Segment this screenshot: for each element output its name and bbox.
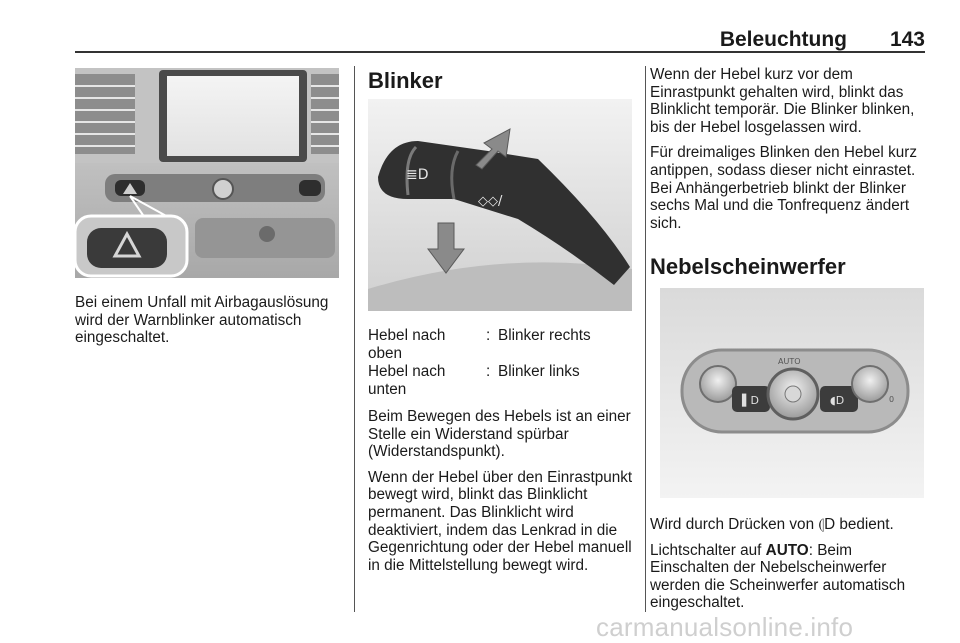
light-switch-photo [660, 288, 924, 498]
paragraph: Wenn der Hebel über den Einrastpunkt bewegt wird, blinkt das Blinklicht permanent. Das Blinklicht wird deaktiviert, indem das Lenkrad in die Gegenrichtung oder der Hebel manuell in die Mittelstellung bewegt wird. [368, 468, 633, 574]
paragraph: Beim Bewegen des Hebels ist an einer Stelle ein Widerstand spürbar (Widerstandspunkt). [368, 408, 631, 461]
front-fog-light-icon: ⦇D [818, 516, 836, 533]
left-air-vent [75, 74, 135, 154]
hazard-caption: Bei einem Unfall mit Airbagauslösung wird der Warnblinker automatisch eingeschaltet. [75, 294, 329, 347]
section-heading-blinker: Blinker [368, 68, 443, 93]
lever-spec-table [368, 327, 638, 399]
spec-row-down [368, 363, 638, 399]
auto-label: AUTO [765, 541, 809, 559]
switch-label-auto: AUTO [778, 357, 801, 366]
headlight-symbol-icon: ≣D [406, 167, 429, 183]
spec-colon: : [486, 363, 491, 380]
paragraph: Für dreimaliges Blinken den Hebel kurz antippen, sodass dieser nicht einrastet. Bei Anhängerbetrieb blinkt der Blinker sechs Mal und die Tonfrequenz ändert sich. [650, 144, 917, 232]
display-screen [167, 76, 299, 156]
paragraph: Wird durch Drücken von ⦇D bedient. [650, 516, 894, 533]
rear-fog-icon: ▌D [742, 394, 759, 407]
left-rotary-knob [700, 366, 736, 402]
spec-colon: : [486, 327, 491, 344]
paragraph: Lichtschalter auf AUTO: Beim Einschalten der Nebelscheinwerfer werden die Scheinwerfer automatisch eingeschaltet. [650, 541, 906, 612]
right-air-vent [311, 74, 339, 154]
switch-label-zero: 0 [889, 395, 895, 404]
hazard-switch-photo [75, 68, 339, 278]
page-header [75, 24, 925, 50]
header-rule [75, 51, 925, 53]
page-number: 143 [889, 28, 925, 51]
lamp-symbol-icon: ◇◇/ [478, 194, 503, 209]
blinker-continued-text [650, 66, 930, 240]
dashboard-illustration [75, 68, 339, 278]
turn-signal-lever-photo [368, 99, 632, 311]
spec-value: Blinker rechts [498, 327, 591, 344]
blinker-body-text [368, 408, 638, 582]
watermark: carmanualsonline.info [596, 612, 854, 642]
column-divider-right [645, 66, 646, 612]
light-switch-illustration [660, 288, 924, 498]
section-heading-fog-lights: Nebelscheinwerfer [650, 254, 846, 279]
page-title: Beleuchtung [719, 28, 847, 51]
fog-light-text [650, 516, 930, 620]
front-fog-icon: ◖D [830, 394, 845, 407]
column-divider-left [354, 66, 355, 612]
spec-key: Hebel nach oben [368, 327, 446, 362]
right-rotary-knob [852, 366, 888, 402]
spec-value: Blinker links [498, 363, 580, 380]
spec-key: Hebel nach unten [368, 363, 446, 398]
lever-illustration [368, 99, 632, 311]
spec-row-up [368, 327, 638, 363]
paragraph: Wenn der Hebel kurz vor dem Einrastpunkt gehalten wird, blinkt das Blinklicht temporär. Die Blinker blinken, bis der Hebel losgelassen wird. [650, 66, 915, 136]
